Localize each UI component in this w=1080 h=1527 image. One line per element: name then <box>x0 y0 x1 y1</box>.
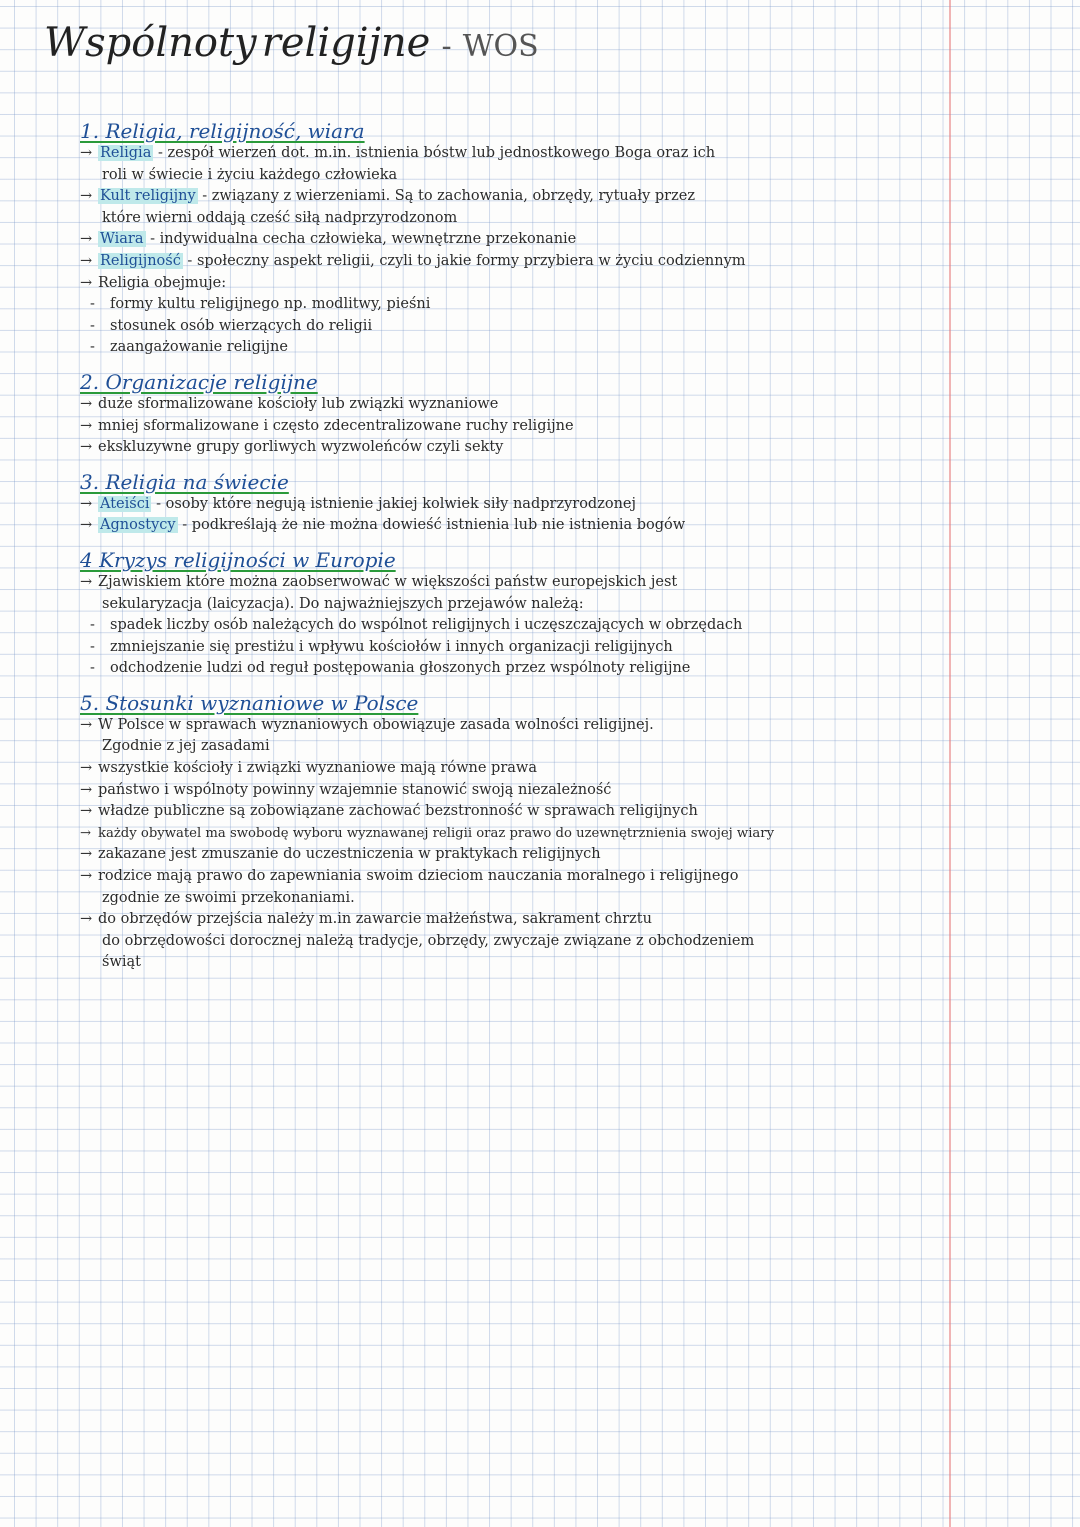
arrow-icon: → <box>80 252 93 269</box>
list-item-cont: zgodnie ze swoimi przekonaniami. <box>102 889 355 906</box>
definition-ateisci: → Ateiści - osoby które negują istnienie jakiej kolwiek siły nadprzyrodzonej <box>80 494 995 516</box>
list-item: → zakazane jest zmuszanie do uczestniczenia w praktykach religijnych <box>80 844 995 866</box>
list-item: - spadek liczby osób należących do wspólnot religijnych i uczęszczających w obrzędach <box>90 617 743 634</box>
section-heading: 5. Stosunki wyznaniowe w Polsce <box>80 690 419 715</box>
arrow-icon: → <box>80 395 93 412</box>
title-subject: WOS <box>462 29 539 64</box>
notes-content <box>80 120 995 986</box>
list-item: - zmniejszanie się prestiżu i wpływu kościołów i innych organizacji religijnych <box>90 638 673 655</box>
arrow-icon: → <box>80 825 92 841</box>
list-item: → każdy obywatel ma swobodę wyboru wyznawanej religii oraz prawo do uzewnętrznienia swojej wiary <box>80 823 995 845</box>
arrow-icon: → <box>80 868 93 885</box>
arrow-icon: → <box>80 439 93 456</box>
list-item: - formy kultu religijnego np. modlitwy, pieśni <box>90 296 431 313</box>
paragraph-line: → do obrzędów przejścia należy m.in zawarcie małżeństwa, sakrament chrztu <box>80 909 995 931</box>
paragraph-line: świąt <box>102 954 141 971</box>
section-heading: 4 Kryzys religijności w Europie <box>80 547 396 572</box>
title-main: Wspólnoty <box>44 20 257 66</box>
definition-religijnosc: → Religijność - społeczny aspekt religii, czyli to jakie formy przybiera w życiu codziennym <box>80 251 995 273</box>
paragraph-line: do obrzędowości dorocznej należą tradycje, obrzędy, zwyczaje związane z obchodzeniem <box>102 932 755 949</box>
title-accent: religijne <box>261 20 431 66</box>
arrow-icon: → <box>80 274 93 291</box>
definition-religia: → Religia - zespół wierzeń dot. m.in. istnienia bóstw lub jednostkowego Boga oraz ich <box>80 143 995 165</box>
arrow-icon: → <box>80 417 93 434</box>
section-heading: 1. Religia, religijność, wiara <box>80 119 365 143</box>
list-item: → rodzice mają prawo do zapewniania swoim dzieciom nauczania moralnego i religijnego <box>80 866 995 888</box>
paragraph-line: Zgodnie z jej zasadami <box>102 738 270 755</box>
section-3 <box>80 471 995 537</box>
arrow-icon: → <box>80 760 93 777</box>
list-item: - stosunek osób wierzących do religii <box>90 317 373 334</box>
paragraph-line: → W Polsce w sprawach wyznaniowych obowiązuje zasada wolności religijnej. <box>80 715 995 737</box>
list-item: → mniej sformalizowane i często zdecentralizowane ruchy religijne <box>80 416 995 438</box>
title-separator: - <box>441 29 452 64</box>
arrow-icon: → <box>80 573 93 590</box>
definition-religia-cont: roli w świecie i życiu każdego człowieka <box>102 166 398 183</box>
list-item: → władze publiczne są zobowiązane zachować bezstronność w sprawach religijnych <box>80 801 995 823</box>
arrow-icon: → <box>80 716 93 733</box>
arrow-icon: → <box>80 495 93 512</box>
section-1 <box>80 120 995 359</box>
list-item: → wszystkie kościoły i związki wyznaniowe mają równe prawa <box>80 758 995 780</box>
arrow-icon: → <box>80 781 93 798</box>
section-2 <box>80 371 995 459</box>
definition-wiara: → Wiara - indywidualna cecha człowieka, wewnętrzne przekonanie <box>80 229 995 251</box>
list-item: → ekskluzywne grupy gorliwych wyzwoleńców czyli sekty <box>80 437 995 459</box>
arrow-icon: → <box>80 803 93 820</box>
paragraph-line: → Zjawiskiem które można zaobserwować w większości państw europejskich jest <box>80 572 995 594</box>
list-item: - zaangażowanie religijne <box>90 339 288 356</box>
list-item: → duże sformalizowane kościoły lub związki wyznaniowe <box>80 394 995 416</box>
definition-agnostycy: → Agnostycy - podkreślają że nie można dowieść istnienia lub nie istnienia bogów <box>80 515 995 537</box>
definition-kult-cont: które wierni oddają cześć siłą nadprzyrodzonom <box>102 209 458 226</box>
religia-obejmuje: → Religia obejmuje: <box>80 273 995 295</box>
arrow-icon: → <box>80 145 93 161</box>
arrow-icon: → <box>80 517 93 534</box>
section-heading: 3. Religia na świecie <box>80 469 289 494</box>
paragraph-line: sekularyzacja (laicyzacja). Do najważniejszych przejawów należą: <box>102 595 584 612</box>
page-title <box>44 20 539 66</box>
definition-kult: → Kult religijny - związany z wierzeniami. Są to zachowania, obrzędy, rytuały przez <box>80 186 995 208</box>
list-item: → państwo i wspólnoty powinny wzajemnie stanowić swoją niezależność <box>80 780 995 802</box>
list-item: - odchodzenie ludzi od reguł postępowania głoszonych przez wspólnoty religijne <box>90 660 691 677</box>
arrow-icon: → <box>80 231 93 248</box>
section-5 <box>80 692 995 974</box>
arrow-icon: → <box>80 188 93 205</box>
arrow-icon: → <box>80 846 93 863</box>
section-4 <box>80 549 995 680</box>
arrow-icon: → <box>80 911 93 928</box>
section-heading: 2. Organizacje religijne <box>80 369 318 394</box>
